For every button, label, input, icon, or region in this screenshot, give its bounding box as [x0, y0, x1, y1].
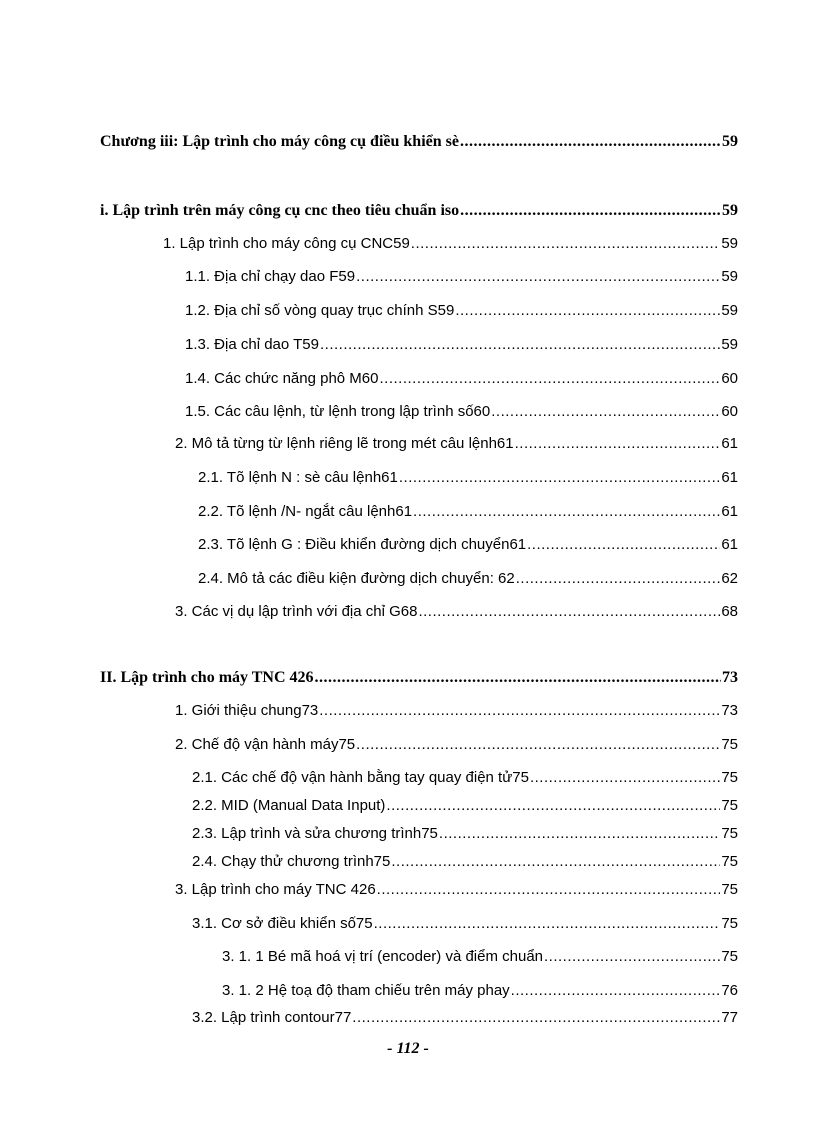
toc-entry-page: 61	[721, 469, 738, 486]
toc-leader-dots	[413, 502, 720, 522]
toc-leader-dots	[515, 434, 721, 454]
toc-leader-dots	[380, 369, 721, 389]
toc-entry-label: 3. Các vị dụ lập trình với địa chỉ G68	[175, 603, 418, 620]
toc-entry-label: 1.2. Địa chỉ số vòng quay trục chính S59	[185, 302, 455, 319]
toc-entry-label: 1.1. Địa chỉ chạy dao F59	[185, 268, 356, 285]
toc-entry-ii-2-2[interactable]	[192, 792, 738, 816]
toc-entry-label: 2.1. Các chế độ vận hành bằng tay quay điện tử75	[192, 769, 529, 786]
toc-entry-page: 73	[722, 669, 738, 686]
toc-entry-ii-2[interactable]	[175, 731, 738, 755]
toc-entry-page: 59	[722, 202, 738, 219]
toc-entry-label: 2.3. Tõ lệnh G : Điều khiển đường dịch chuyển61	[198, 536, 527, 553]
toc-leader-dots	[516, 569, 721, 589]
toc-leader-dots	[352, 1008, 720, 1028]
toc-entry-section-ii[interactable]	[100, 664, 738, 688]
toc-entry-ii-2-4[interactable]	[192, 848, 738, 872]
toc-entry-label: 2.2. MID (Manual Data Input)	[192, 797, 386, 814]
toc-entry-chapter-3[interactable]	[100, 128, 738, 152]
toc-entry-label: 2. Mô tả từng từ lệnh riêng lẽ trong mét câu lệnh61	[175, 435, 514, 452]
toc-leader-dots	[460, 132, 721, 152]
toc-entry-page: 75	[721, 881, 738, 898]
toc-entry-label: 3. Lập trình cho máy TNC 426	[175, 881, 376, 898]
toc-entry-page: 59	[721, 302, 738, 319]
toc-entry-2-1[interactable]	[198, 464, 738, 488]
toc-leader-dots	[315, 668, 721, 688]
toc-entry-2[interactable]	[175, 430, 738, 454]
toc-entry-label: II. Lập trình cho máy TNC 426	[100, 669, 314, 686]
toc-entry-label: 1.5. Các câu lệnh, từ lệnh trong lập trình số60	[185, 403, 491, 420]
toc-leader-dots	[377, 880, 721, 900]
toc-entry-label: 3. 1. 2 Hệ toạ độ tham chiếu trên máy phay	[222, 982, 510, 999]
toc-entry-page: 61	[721, 536, 738, 553]
toc-entry-label: 2.4. Mô tả các điều kiện đường dịch chuyển: 62	[198, 570, 515, 587]
toc-entry-label: 3.2. Lập trình contour77	[192, 1009, 352, 1026]
toc-entry-label: 1. Lập trình cho máy công cụ CNC59	[163, 235, 410, 252]
toc-leader-dots	[439, 824, 720, 844]
toc-entry-ii-2-1[interactable]	[192, 764, 738, 788]
toc-entry-ii-1[interactable]	[175, 697, 738, 721]
toc-entry-page: 59	[721, 268, 738, 285]
toc-entry-page: 75	[721, 736, 738, 753]
page-number: - 112 -	[387, 1040, 429, 1057]
toc-entry-page: 75	[721, 769, 738, 786]
toc-entry-page: 60	[721, 403, 738, 420]
toc-entry-ii-3-1[interactable]	[192, 910, 738, 934]
toc-entry-label: 1. Giới thiệu chung73	[175, 702, 319, 719]
toc-leader-dots	[411, 234, 721, 254]
toc-leader-dots	[460, 201, 721, 221]
toc-entry-label: Chương iii: Lập trình cho máy công cụ điều khiển sè	[100, 133, 459, 150]
toc-entry-1[interactable]	[163, 230, 738, 254]
toc-entry-page: 77	[721, 1009, 738, 1026]
toc-entry-page: 60	[721, 370, 738, 387]
toc-leader-dots	[418, 602, 720, 622]
toc-entry-section-i[interactable]	[100, 197, 738, 221]
toc-entry-label: 2.2. Tõ lệnh /N- ngắt câu lệnh61	[198, 503, 413, 520]
toc-entry-label: 2. Chế độ vận hành máy75	[175, 736, 356, 753]
toc-entry-ii-3[interactable]	[175, 876, 738, 900]
toc-entry-label: i. Lập trình trên máy công cụ cnc theo tiêu chuẩn iso	[100, 202, 460, 219]
toc-leader-dots	[356, 735, 720, 755]
toc-entry-1-3[interactable]	[185, 331, 738, 355]
toc-leader-dots	[491, 402, 720, 422]
toc-entry-2-3[interactable]	[198, 531, 738, 555]
toc-leader-dots	[527, 535, 720, 555]
toc-entry-ii-3-2[interactable]	[192, 1004, 738, 1028]
toc-entry-2-2[interactable]	[198, 498, 738, 522]
toc-entry-page: 62	[721, 570, 738, 587]
toc-entry-3[interactable]	[175, 598, 738, 622]
toc-entry-page: 59	[722, 133, 738, 150]
toc-entry-page: 59	[721, 235, 738, 252]
toc-entry-page: 75	[721, 948, 738, 965]
toc-entry-page: 75	[721, 825, 738, 842]
toc-entry-label: 3. 1. 1 Bé mã hoá vị trí (encoder) và điểm chuẩn	[222, 948, 543, 965]
toc-entry-page: 75	[721, 853, 738, 870]
toc-entry-label: 2.4. Chạy thử chương trình75	[192, 853, 391, 870]
toc-leader-dots	[319, 701, 720, 721]
toc-leader-dots	[530, 768, 720, 788]
toc-entry-ii-2-3[interactable]	[192, 820, 738, 844]
toc-entry-page: 73	[721, 702, 738, 719]
toc-entry-page: 61	[721, 435, 738, 452]
toc-entry-1-5[interactable]	[185, 398, 738, 422]
toc-entry-label: 2.1. Tõ lệnh N : sè câu lệnh61	[198, 469, 398, 486]
toc-leader-dots	[320, 335, 720, 355]
toc-entry-page: 61	[721, 503, 738, 520]
toc-entry-ii-3-1-1[interactable]	[222, 943, 738, 967]
toc-leader-dots	[544, 947, 720, 967]
toc-entry-label: 1.3. Địa chỉ dao T59	[185, 336, 319, 353]
toc-leader-dots	[399, 468, 720, 488]
toc-entry-label: 1.4. Các chức năng phô M60	[185, 370, 379, 387]
toc-entry-label: 3.1. Cơ sở điều khiển số75	[192, 915, 373, 932]
toc-entry-page: 76	[721, 982, 738, 999]
toc-leader-dots	[511, 981, 721, 1001]
toc-leader-dots	[391, 852, 720, 872]
toc-leader-dots	[455, 301, 720, 321]
toc-entry-1-2[interactable]	[185, 297, 738, 321]
toc-entry-page: 68	[721, 603, 738, 620]
toc-entry-ii-3-1-2[interactable]	[222, 977, 738, 1001]
toc-leader-dots	[356, 267, 720, 287]
toc-entry-1-1[interactable]	[185, 263, 738, 287]
toc-entry-2-4[interactable]	[198, 565, 738, 589]
toc-leader-dots	[386, 796, 720, 816]
toc-entry-page: 59	[721, 336, 738, 353]
toc-entry-page: 75	[721, 797, 738, 814]
toc-entry-page: 75	[721, 915, 738, 932]
toc-entry-label: 2.3. Lập trình và sửa chương trình75	[192, 825, 438, 842]
toc-leader-dots	[374, 914, 721, 934]
toc-entry-1-4[interactable]	[185, 365, 738, 389]
